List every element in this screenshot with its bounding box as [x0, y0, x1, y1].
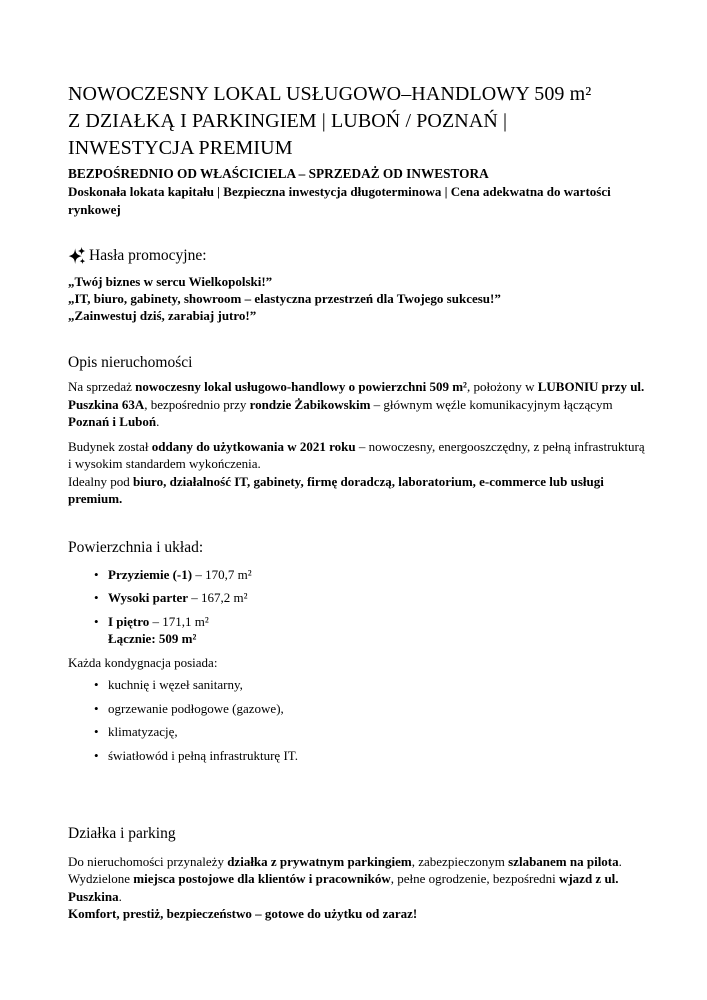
area-label: Wysoki parter — [108, 590, 189, 605]
text-run-bold: biuro, działalność IT, gabinety, firmę doradczą, laboratorium, e-commerce lub usługi premium. — [68, 473, 604, 506]
text-run-bold: Poznań i Luboń — [68, 414, 157, 429]
title-line-2: Z DZIAŁKĄ I PARKINGIEM | LUBOŃ / POZNAŃ | — [68, 110, 508, 132]
area-list-item — [68, 566, 645, 584]
text-run: Wydzielone — [68, 871, 134, 887]
description-paragraph-2 — [68, 438, 645, 508]
promo-slogans — [68, 273, 645, 324]
area-label: I piętro — [108, 613, 150, 629]
bullet-icon: • — [94, 590, 99, 605]
feature-text: ogrzewanie podłogowe (gazowe), — [108, 700, 284, 716]
area-value: – 167,2 m² — [188, 590, 248, 605]
text-run: Do nieruchomości przynależy — [68, 854, 228, 869]
bullet-icon: • — [94, 566, 99, 582]
bullet-icon: • — [94, 747, 99, 763]
text-run-bold: oddany do użytkowania w 2021 roku — [151, 438, 356, 454]
text-run: . — [156, 414, 160, 429]
text-run-bold: LUBONIU przy ul. Puszkina 63A — [68, 379, 645, 412]
text-run-bold: miejsca postojowe dla klientów i pracowników — [133, 871, 391, 887]
section-heading-parking: Działka i parking — [68, 825, 176, 842]
feature-list-item — [68, 747, 645, 765]
text-run: , położony w — [466, 379, 538, 394]
text-run: Idealny pod — [68, 473, 133, 489]
feature-text: kuchnię i węzeł sanitarny, — [108, 677, 243, 692]
area-list — [68, 566, 645, 648]
bullet-icon: • — [94, 677, 99, 692]
bullet-icon: • — [94, 724, 99, 739]
promo-heading-label: Hasła promocyjne: — [89, 247, 207, 264]
section-heading-description: Opis nieruchomości — [68, 354, 193, 371]
title-line-3: INWESTYCJA PREMIUM — [68, 137, 293, 159]
title-line-1: NOWOCZESNY LOKAL USŁUGOWO–HANDLOWY 509 m² — [68, 83, 592, 105]
feature-list-item — [68, 723, 645, 741]
tagline-main: BEZPOŚREDNIO OD WŁAŚCICIELA – SPRZEDAŻ OD INWESTORA — [68, 166, 489, 181]
area-value: – 170,7 m² — [192, 566, 252, 582]
listing-title — [68, 81, 645, 162]
text-run-bold: nowoczesny lokal usługowo-handlowy o powierzchni 509 m² — [135, 379, 467, 394]
section-heading-layout: Powierzchnia i układ: — [68, 538, 204, 556]
slogan-2: „IT, biuro, gabinety, showroom – elastyczna przestrzeń dla Twojego sukcesu!” — [68, 291, 501, 306]
text-run: Na sprzedaż — [68, 379, 136, 394]
text-run: . — [118, 888, 122, 904]
bullet-icon: • — [94, 613, 99, 629]
bullet-icon: • — [94, 700, 99, 716]
text-run: – głównym węźle komunikacyjnym łączącym — [370, 396, 613, 412]
feature-list-item — [68, 700, 645, 718]
text-run-bold: szlabanem na pilota — [508, 854, 619, 869]
promo-heading — [68, 246, 645, 266]
feature-list-item — [68, 676, 645, 694]
feature-list — [68, 676, 645, 764]
area-list-item — [68, 589, 645, 607]
description-paragraph-1 — [68, 378, 645, 431]
slogan-1: „Twój biznes w sercu Wielkopolski!” — [68, 274, 273, 289]
tagline-sub: Doskonała lokata kapitału | Bezpieczna inwestycja długoterminowa | Cena adekwatna do wartości rynkowej — [68, 184, 611, 217]
floors-heading: Każda kondygnacja posiada: — [68, 654, 218, 670]
text-run: Budynek został — [68, 438, 152, 454]
area-label: Przyziemie (-1) — [108, 566, 193, 582]
text-run-bold: wjazd z ul. Puszkina — [68, 871, 619, 904]
text-run-bold: Komfort, prestiż, bezpieczeństwo – gotowe do użytku od zaraz! — [68, 906, 418, 922]
area-value: – 171,1 m² — [149, 613, 209, 629]
text-run-bold: działka z prywatnym parkingiem — [227, 854, 412, 869]
sparkles-icon — [68, 246, 87, 265]
slogan-3: „Zainwestuj dziś, zarabiaj jutro!” — [68, 308, 257, 323]
total-area: Łącznie: 509 m² — [108, 631, 197, 646]
parking-paragraph — [68, 853, 645, 923]
text-run: – nowoczesny, energooszczędny, z pełną infrastrukturą i wysokim standardem wykończenia. — [68, 438, 645, 471]
text-run: , pełne ogrodzenie, bezpośredni — [390, 871, 559, 887]
text-run: . — [618, 854, 622, 869]
feature-text: klimatyzację, — [108, 724, 178, 739]
area-list-item — [68, 613, 645, 648]
text-run-bold: rondzie Żabikowskim — [249, 396, 371, 412]
feature-text: światłowód i pełną infrastrukturę IT. — [108, 747, 299, 763]
text-run: , zabezpieczonym — [411, 854, 509, 869]
text-run: , bezpośrednio przy — [144, 396, 250, 412]
